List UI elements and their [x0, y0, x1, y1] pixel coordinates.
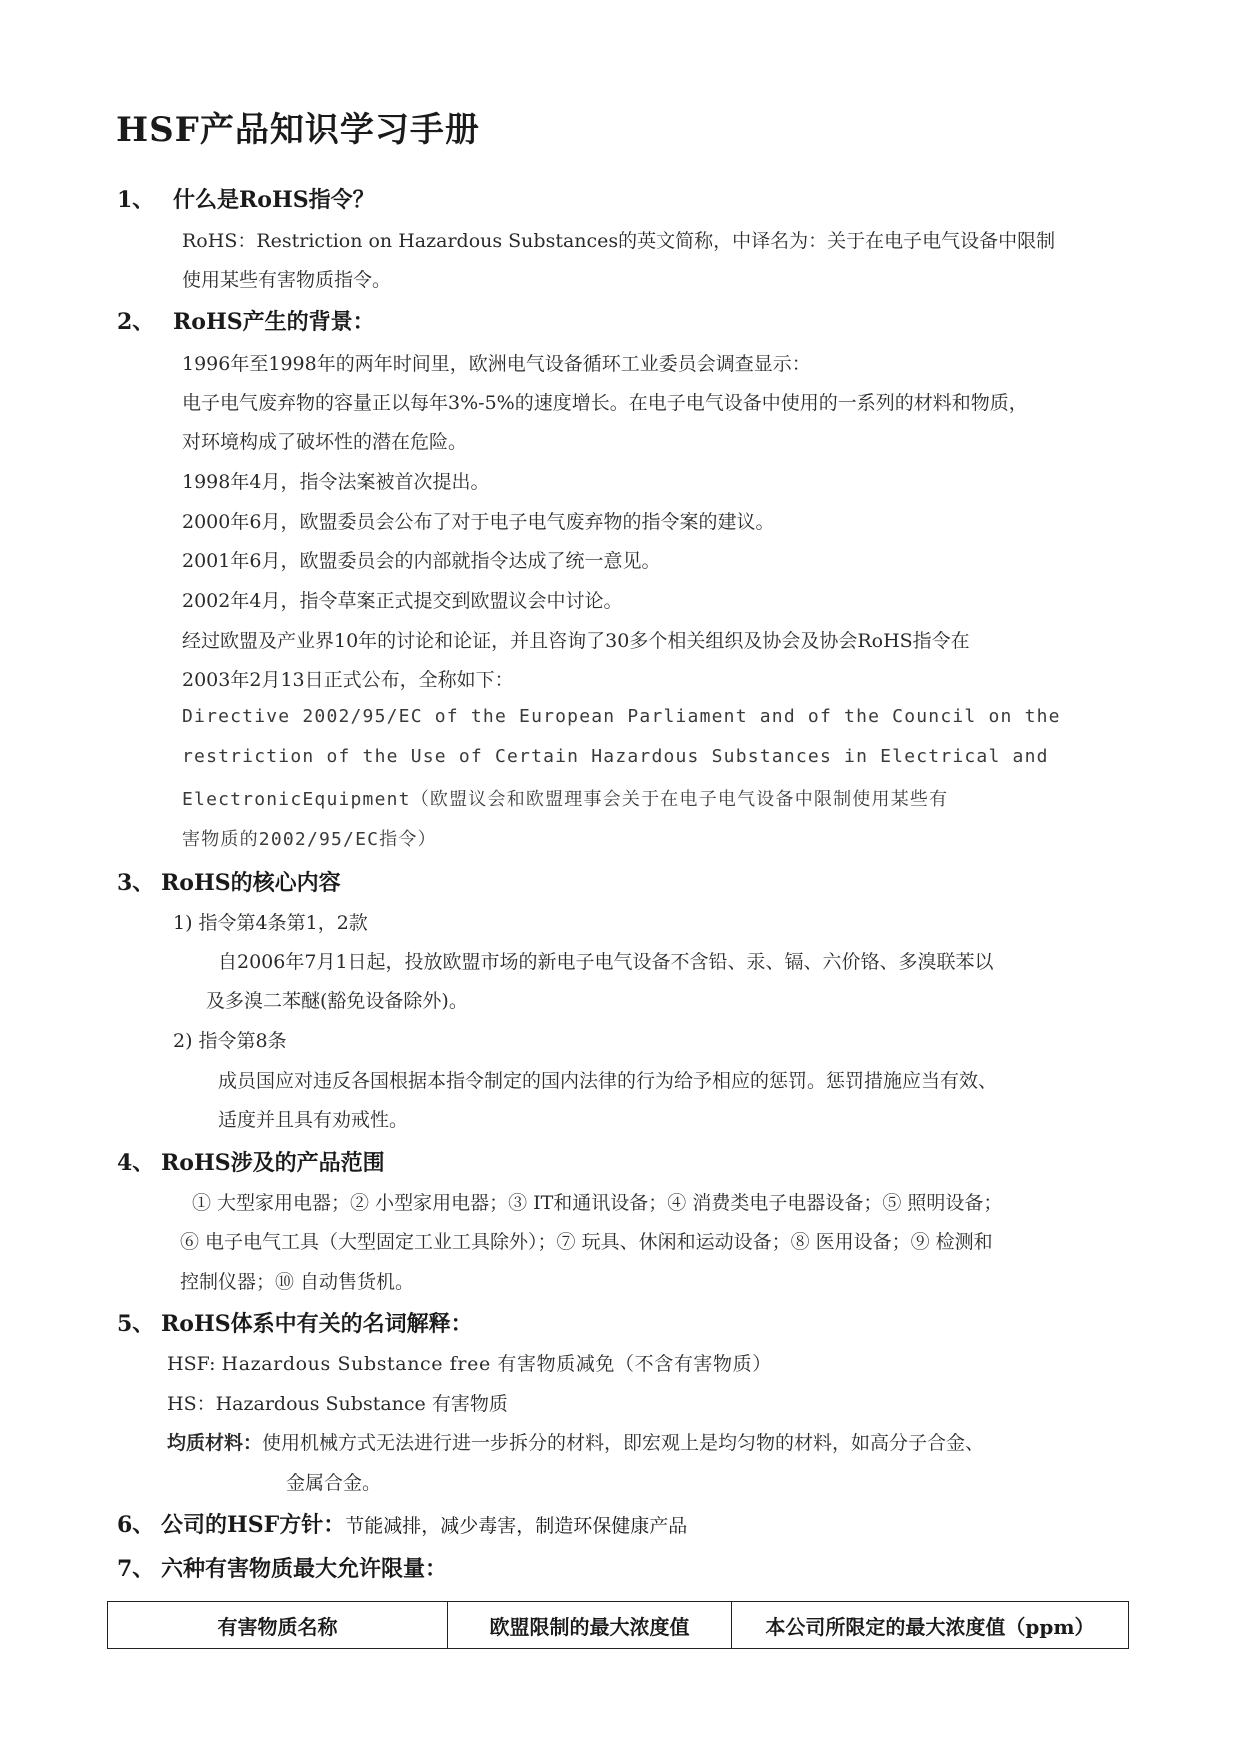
- section-title: RoHS的核心内容: [161, 870, 341, 896]
- paragraph-line: 电子电气废弃物的容量正以每年3%-5%的速度增长。在电子电气设备中使用的一系列的材料和物质，: [182, 392, 1028, 414]
- paragraph-line: 自2006年7月1日起，投放欧盟市场的新电子电气设备不含铅、汞、镉、六价铬、多溴联苯以: [218, 951, 994, 973]
- term-definition: Hazardous Substance 有害物质: [215, 1393, 508, 1415]
- term-label: HSF:: [167, 1353, 216, 1375]
- section-6-heading: [117, 1508, 687, 1539]
- term-hs: [167, 1389, 508, 1416]
- paragraph-line: 2002年4月，指令草案正式提交到欧盟议会中讨论。: [182, 590, 623, 612]
- section-number: 1、: [117, 187, 155, 213]
- section-number: 7、: [117, 1556, 155, 1582]
- hazardous-substances-table: [107, 1601, 1129, 1649]
- directive-line: restriction of the Use of Certain Hazardous Substances in Electrical and: [182, 746, 1049, 767]
- section-title: RoHS体系中有关的名词解释：: [161, 1311, 473, 1337]
- term-hsf: [167, 1349, 772, 1376]
- term-definition: Hazardous Substance free 有害物质减免（不含有害物质）: [221, 1353, 772, 1375]
- term-label: HS：: [167, 1393, 216, 1415]
- paragraph-line: 成员国应对违反各国根据本指令制定的国内法律的行为给予相应的惩罚。惩罚措施应当有效、: [218, 1070, 998, 1092]
- paragraph-line: 及多溴二苯醚(豁免设备除外)。: [206, 990, 468, 1012]
- page-title: HSF产品知识学习手册: [116, 110, 480, 150]
- paragraph-line: ① 大型家用电器；② 小型家用电器；③ IT和通讯设备；④ 消费类电子电器设备；⑤ 照明设备；: [192, 1192, 1003, 1214]
- section-title: 公司的HSF方针：: [161, 1512, 346, 1538]
- table-header-cell: 欧盟限制的最大浓度值: [448, 1602, 732, 1649]
- section-number: 3、: [117, 870, 155, 896]
- directive-line: 害物质的2002/95/EC指令）: [182, 829, 437, 850]
- directive-line: Directive 2002/95/EC of the European Parliament and of the Council on the: [182, 706, 1061, 727]
- policy-text: 节能减排，减少毒害，制造环保健康产品: [345, 1515, 688, 1537]
- section-4-heading: [117, 1146, 385, 1177]
- paragraph-line: ⑥ 电子电气工具（大型固定工业工具除外）；⑦ 玩具、休闲和运动设备；⑧ 医用设备；⑨ 检测和: [180, 1231, 993, 1253]
- section-2-heading: [117, 305, 375, 336]
- paragraph-line: 适度并且具有劝戒性。: [218, 1109, 409, 1131]
- paragraph-line: 2000年6月，欧盟委员会公布了对于电子电气废弃物的指令案的建议。: [182, 511, 775, 533]
- paragraph-line: 经过欧盟及产业界10年的讨论和论证，并且咨询了30多个相关组织及协会及协会RoHS指令在: [182, 630, 970, 652]
- term-homogeneous-material: [167, 1428, 984, 1455]
- term-label: 均质材料：: [167, 1432, 263, 1454]
- paragraph-line: 控制仪器；⑩ 自动售货机。: [180, 1271, 415, 1293]
- term-definition: 使用机械方式无法进行进一步拆分的材料，即宏观上是均匀物的材料，如高分子合金、: [262, 1432, 985, 1454]
- paragraph-line: 金属合金。: [286, 1472, 382, 1494]
- table-header-cell: 本公司所限定的最大浓度值（ppm）: [732, 1602, 1129, 1649]
- section-title: RoHS产生的背景：: [173, 309, 375, 335]
- paragraph-line: 2003年2月13日正式公布，全称如下：: [182, 669, 514, 691]
- paragraph-line: RoHS：Restriction on Hazardous Substances的英文简称，中译名为：关于在电子电气设备中限制: [182, 230, 1056, 252]
- section-title: 六种有害物质最大允许限量：: [161, 1556, 448, 1582]
- section-title: 什么是RoHS指令？: [173, 187, 375, 213]
- section-number: 6、: [117, 1512, 155, 1538]
- section-3-heading: [117, 866, 341, 897]
- paragraph-line: 对环境构成了破坏性的潜在危险。: [182, 431, 468, 453]
- section-5-heading: [117, 1307, 473, 1338]
- section-number: 2、: [117, 309, 155, 335]
- sub-item-heading: 1) 指令第4条第1，2款: [173, 912, 368, 934]
- paragraph-line: 使用某些有害物质指令。: [182, 269, 392, 291]
- directive-line: ElectronicEquipment（欧盟议会和欧盟理事会关于在电子电气设备中限制使用某些有: [182, 789, 949, 810]
- paragraph-line: 2001年6月，欧盟委员会的内部就指令达成了统一意见。: [182, 550, 661, 572]
- table-header-row: [108, 1602, 1129, 1649]
- paragraph-line: 1996年至1998年的两年时间里，欧洲电气设备循环工业委员会调查显示：: [182, 353, 811, 375]
- paragraph-line: 1998年4月，指令法案被首次提出。: [182, 471, 490, 493]
- section-1-heading: [117, 183, 375, 214]
- section-number: 5、: [117, 1311, 155, 1337]
- section-number: 4、: [117, 1150, 155, 1176]
- section-7-heading: [117, 1552, 447, 1583]
- sub-item-heading: 2) 指令第8条: [173, 1030, 287, 1052]
- section-title: RoHS涉及的产品范围: [161, 1150, 385, 1176]
- table-header-cell: 有害物质名称: [108, 1602, 448, 1649]
